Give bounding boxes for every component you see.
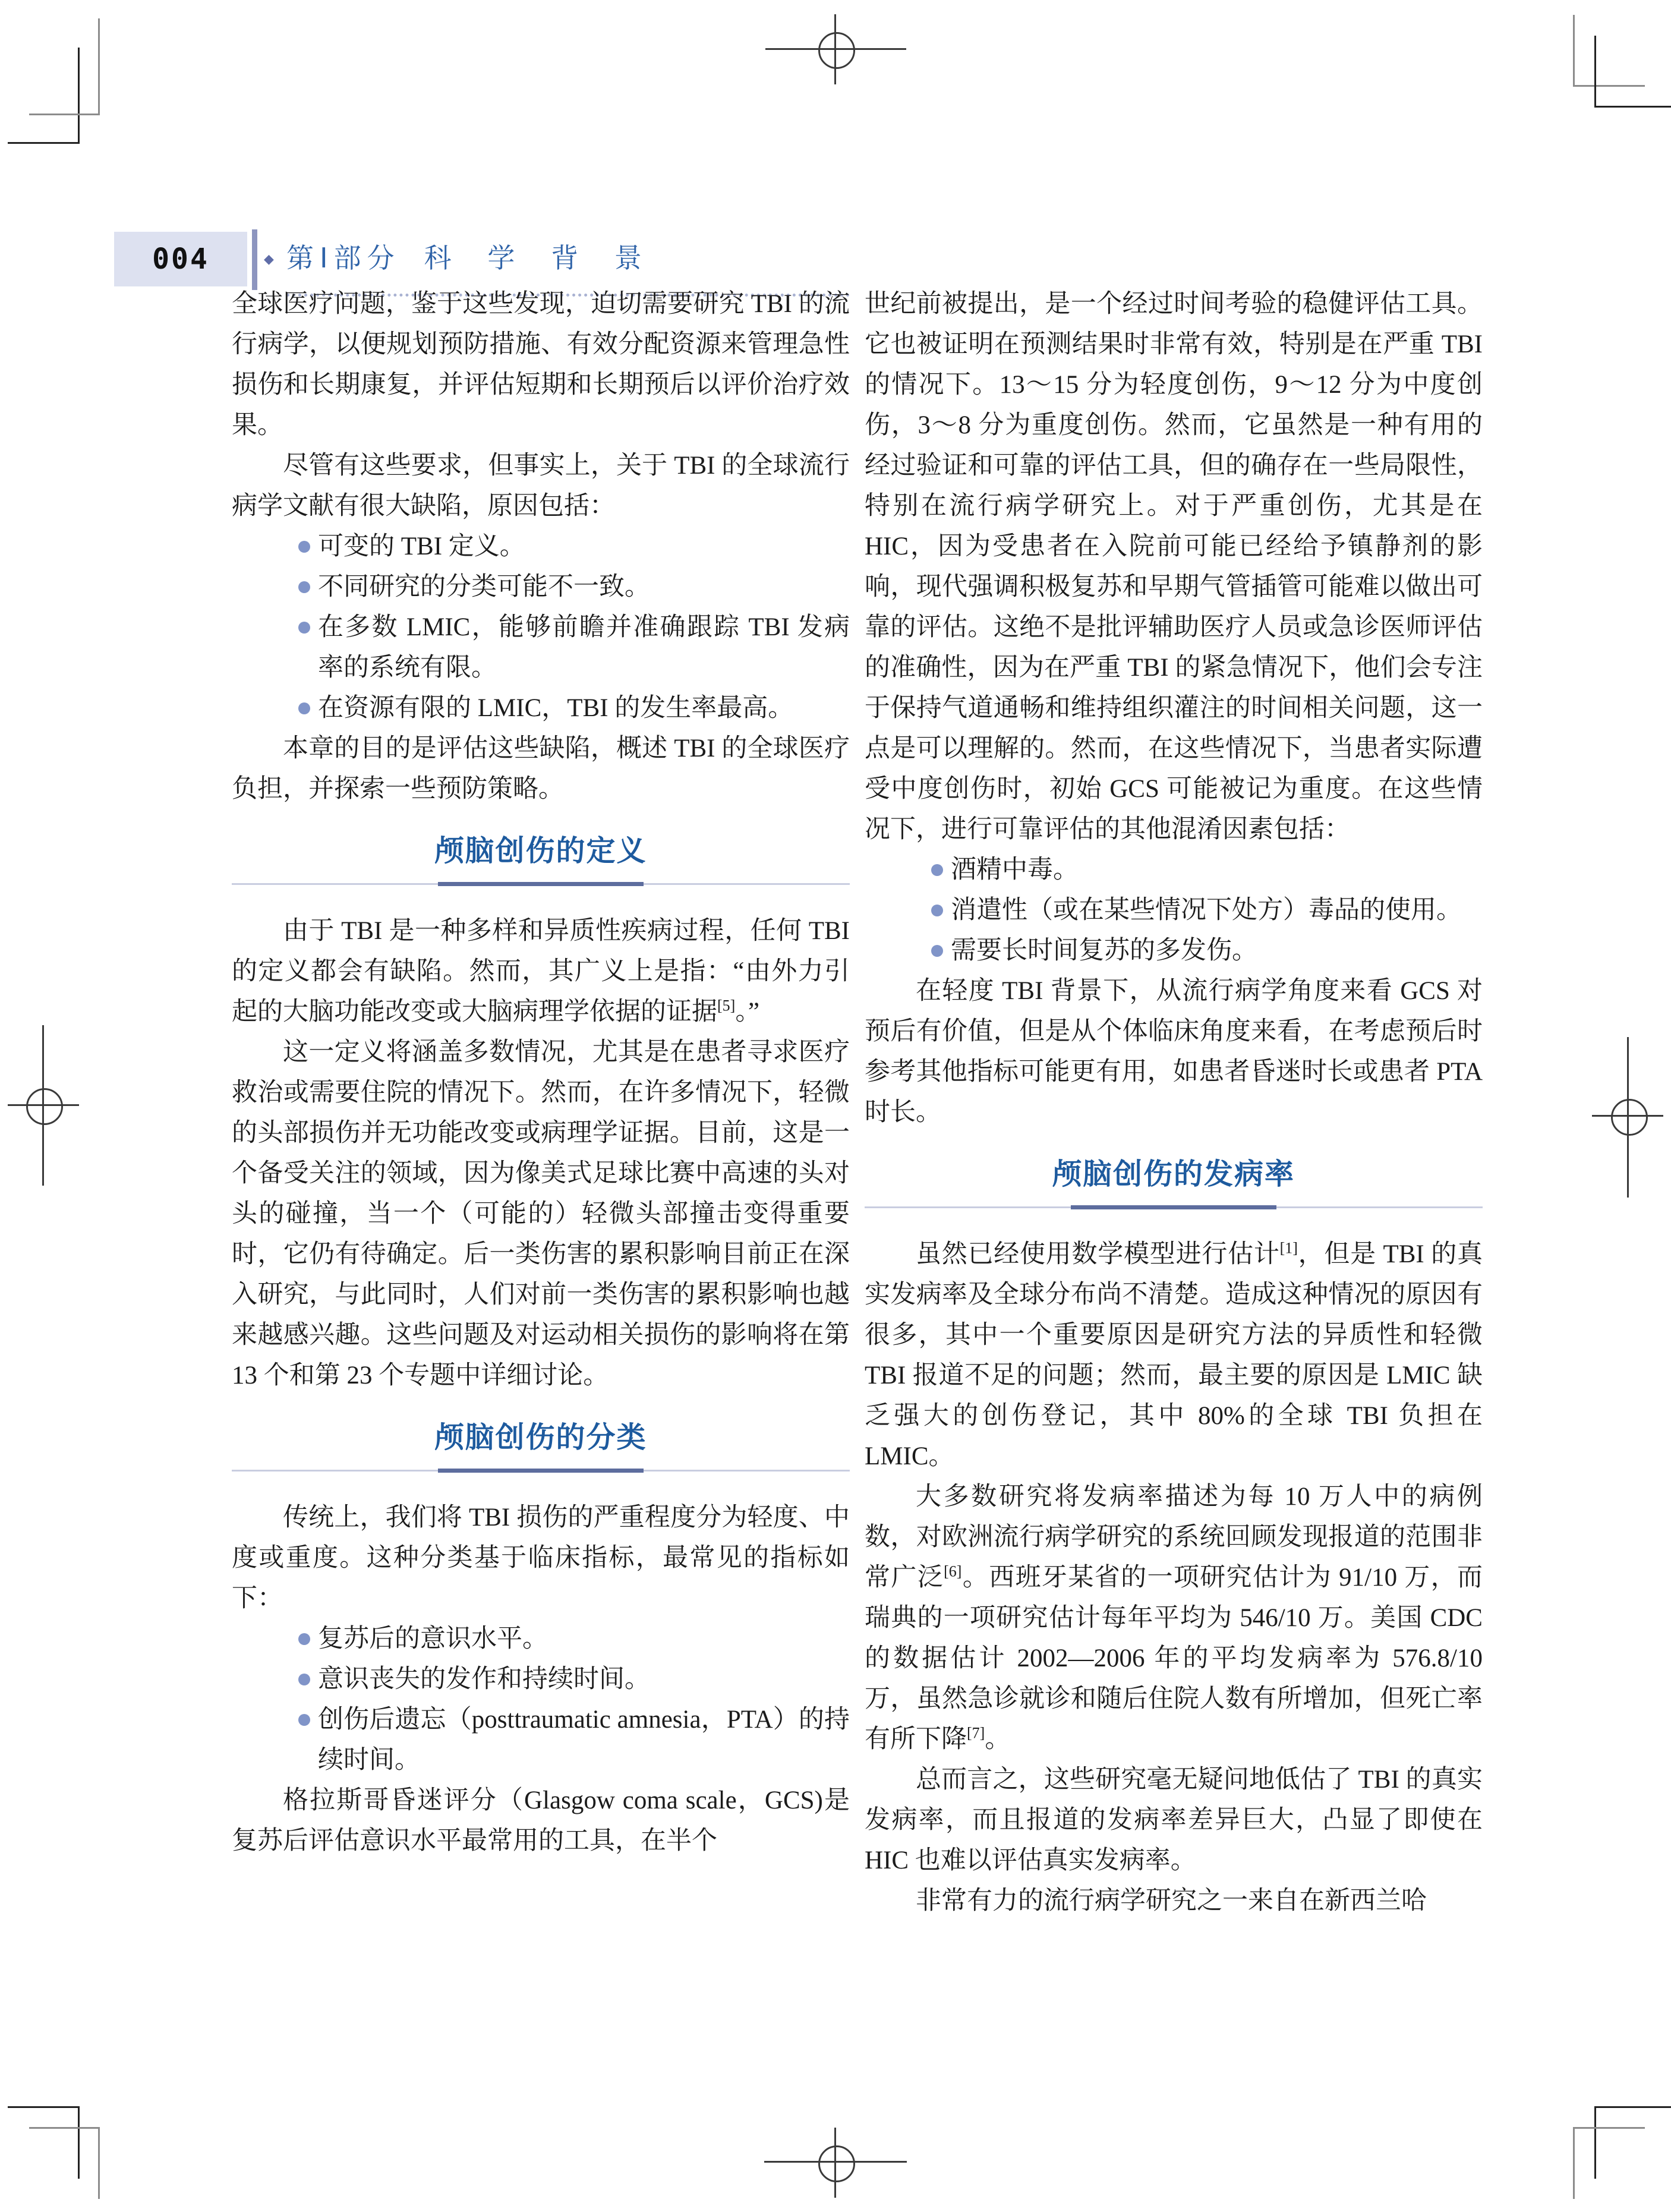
footnote-ref: [5] [717, 997, 736, 1014]
text-run: 可变的 TBI 定义。 [318, 532, 525, 560]
text-run: 消遣性（或在某些情况下处方）毒品的使用。 [951, 896, 1462, 924]
text-run: 在轻度 TBI 背景下，从流行病学角度来看 GCS 对预后有价值，但是从个体临床角度来看，在考虑预后时参考其他指标可能更有用，如患者昏迷时长或患者 PTA 时长。 [865, 977, 1483, 1126]
page-number: 004 [152, 242, 209, 276]
bullet-text [318, 573, 650, 601]
paragraph [865, 1760, 1483, 1881]
bullet-icon [298, 541, 310, 553]
rule-side-segment [644, 1470, 850, 1471]
text-run: 由于 TBI 是一种多样和异质性疾病过程，任何 TBI 的定义都会有缺陷。然而，其广义上是指：“由外力引起的大脑功能改变或大脑病理学依据的证据 [232, 917, 850, 1026]
rule-side-segment [865, 1206, 1071, 1208]
section-heading [232, 827, 850, 886]
paragraph [232, 1781, 850, 1861]
bullet-item [865, 850, 1483, 890]
bullet-item [232, 1619, 850, 1659]
bullet-icon [298, 1674, 310, 1685]
rule-center-segment [1071, 1205, 1276, 1209]
section-title: 颅脑创伤的定义 [434, 834, 647, 867]
footnote-ref: [1] [1279, 1239, 1298, 1257]
rule-center-segment [438, 1469, 644, 1473]
rule-center-segment [438, 882, 644, 886]
text-run: 在资源有限的 LMIC，TBI 的发生率最高。 [318, 694, 794, 722]
rule-side-segment [1276, 1206, 1483, 1208]
text-run: ，但是 TBI 的真实发病率及全球分布尚不清楚。造成这种情况的原因有很多，其中一个重要原因是研究方法的异质性和轻微 TBI 报道不足的问题；然而，最主要的原因是 LMIC 缺乏强大的创伤登记，其中 80%的全球 TBI 负担在 LMIC。 [865, 1240, 1483, 1470]
text-run: 传统上，我们将 TBI 损伤的严重程度分为轻度、中度或重度。这种分类基于临床指标，最常见的指标如下： [232, 1504, 850, 1612]
section-title: 颅脑创伤的发病率 [1052, 1158, 1295, 1190]
bullet-text [318, 1625, 548, 1653]
paragraph [865, 1881, 1483, 1921]
text-run: 总而言之，这些研究毫无疑问地低估了 TBI 的真实发病率，而且报道的发病率差异巨大，凸显了即使在 HIC 也难以评估真实发病率。 [865, 1766, 1483, 1874]
text-run: 创伤后遗忘（posttraumatic amnesia，PTA）的持续时间。 [318, 1706, 850, 1774]
paragraph [232, 729, 850, 809]
bullet-item [232, 688, 850, 729]
bullet-text [318, 613, 850, 682]
right-column [865, 284, 1483, 1921]
registration-mark-bottom-center-circle [818, 2145, 855, 2182]
paragraph [865, 1234, 1483, 1477]
crop-mark-top-right-inner [1594, 36, 1671, 108]
part-label: 第Ⅰ部分 [286, 242, 401, 273]
paragraph [865, 284, 1483, 850]
text-run: 格拉斯哥昏迷评分（Glasgow coma scale，GCS)是复苏后评估意识水平最常用的工具，在半个 [232, 1786, 850, 1855]
bullet-icon [931, 864, 943, 876]
bullet-icon [298, 581, 310, 593]
section-title: 颅脑创伤的分类 [434, 1421, 647, 1454]
bullet-text [318, 1665, 650, 1693]
bullet-item [232, 607, 850, 688]
bullet-item [865, 931, 1483, 971]
text-run: 不同研究的分类可能不一致。 [318, 573, 650, 601]
bullet-item [232, 527, 850, 567]
bullet-icon [298, 1633, 310, 1645]
text-run: 非常有力的流行病学研究之一来自在新西兰哈 [916, 1887, 1427, 1915]
text-run: 。西班牙某省的一项研究估计为 91/10 万，而瑞典的一项研究估计每年平均为 546/10 万。美国 CDC 的数据估计 2002—2006 年的平均发病率为 576.8/10 万，虽然急诊就诊和随后住院人数有所增加，但死亡率有所下降 [865, 1564, 1483, 1753]
text-run: 这一定义将涵盖多数情况，尤其是在患者寻求医疗救治或需要住院的情况下。然而，在许多情况下，轻微的头部损伤并无功能改变或病理学证据。目前，这是一个备受关注的领域，因为像美式足球比赛中高速的头对头的碰撞，当一个（可能的）轻微头部撞击变得重要时，它仍有待确定。后一类伤害的累积影响目前正在深入研究，与此同时，人们对前一类伤害的累积影响也越来越感兴趣。这些问题及对运动相关损伤的影响将在第 13 个和第 23 个专题中详细讨论。 [232, 1038, 850, 1389]
text-run: 虽然已经使用数学模型进行估计 [916, 1240, 1280, 1268]
crop-mark-bottom-left-outer [29, 2127, 100, 2199]
left-column [232, 284, 850, 1861]
text-run: 需要长时间复苏的多发伤。 [951, 937, 1257, 965]
bullet-text [318, 694, 793, 722]
bullet-icon [931, 945, 943, 957]
bullet-icon [298, 622, 310, 634]
crop-mark-bottom-right-outer [1573, 2127, 1645, 2199]
text-run: 大多数研究将发病率描述为每 10 万人中的病例数，对欧洲流行病学研究的系统回顾发现报道的范围非常广泛 [865, 1483, 1483, 1592]
bullet-list [232, 527, 850, 729]
section-heading [232, 1414, 850, 1473]
text-run: 本章的目的是评估这些缺陷，概述 TBI 的全球医疗负担，并探索一些预防策略。 [232, 735, 850, 803]
rule-side-segment [232, 1470, 438, 1471]
bullet-list [865, 850, 1483, 971]
bullet-icon [298, 702, 310, 714]
paragraph [232, 1498, 850, 1619]
running-header [286, 237, 656, 276]
text-run: 全球医疗问题，鉴于这些发现，迫切需要研究 TBI 的流行病学，以便规划预防措施、有效分配资源来管理急性损伤和长期康复，并评估短期和长期预后以评价治疗效果。 [232, 290, 850, 439]
section-rule [865, 1205, 1483, 1209]
text-run: 意识丧失的发作和持续时间。 [318, 1665, 650, 1693]
diamond-icon: ◆ [264, 252, 274, 267]
rule-side-segment [232, 883, 438, 885]
bullet-text [951, 856, 1079, 884]
bullet-text [318, 1706, 850, 1774]
bullet-item [232, 567, 850, 607]
text-run: 尽管有这些要求，但事实上，关于 TBI 的全球流行病学文献有很大缺陷，原因包括： [232, 452, 850, 520]
bullet-text [951, 896, 1462, 924]
text-run: 酒精中毒。 [951, 856, 1079, 884]
page-number-box [114, 232, 247, 286]
registration-mark-left-middle-circle [26, 1088, 63, 1125]
text-run: 世纪前被提出，是一个经过时间考验的稳健评估工具。它也被证明在预测结果时非常有效，特别是在严重 TBI 的情况下。13～15 分为轻度创伤，9～12 分为中度创伤，3～8 分为重度创伤。然而，它虽然是一种有用的经过验证和可靠的评估工具，但的确存在一些局限性，特别在流行病学研究上。对于严重创伤，尤其是在 HIC，因为受患者在入院前可能已经给予镇静剂的影响，现代强调积极复苏和早期气管插管可能难以做出可靠的评估。这绝不是批评辅助医疗人员或急诊医师评估的准确性，因为在严重 TBI 的紧急情况下，他们会专注于保持气道通畅和维持组织灌注的时间相关问题，这一点是可以理解的。然而，在这些情况下，当患者实际遭受中度创伤时，初始 GCS 可能被记为重度。在这些情况下，进行可靠评估的其他混淆因素包括： [865, 290, 1483, 843]
paragraph [232, 284, 850, 446]
registration-mark-top-center-circle [818, 32, 855, 69]
footnote-ref: [7] [967, 1724, 985, 1742]
paragraph [232, 1032, 850, 1396]
bullet-item [865, 890, 1483, 931]
paragraph [865, 971, 1483, 1133]
text-run: 。” [735, 998, 759, 1026]
text-run: 复苏后的意识水平。 [318, 1625, 548, 1653]
bullet-item [232, 1659, 850, 1700]
footnote-ref: [6] [944, 1562, 962, 1580]
bullet-list [232, 1619, 850, 1781]
section-rule [232, 882, 850, 886]
paragraph [865, 1477, 1483, 1760]
paragraph [232, 911, 850, 1032]
bullet-icon [298, 1714, 310, 1726]
section-heading [865, 1151, 1483, 1209]
part-title: 科 学 背 景 [424, 242, 656, 273]
text-run: 在多数 LMIC，能够前瞻并准确跟踪 TBI 发病率的系统有限。 [318, 613, 850, 682]
paragraph [232, 446, 850, 527]
bullet-text [951, 937, 1257, 965]
registration-mark-right-middle-circle [1611, 1099, 1648, 1136]
section-rule [232, 1469, 850, 1473]
bullet-item [232, 1700, 850, 1781]
text-run: 。 [985, 1725, 1011, 1753]
header-divider-bar [252, 229, 257, 290]
rule-side-segment [644, 883, 850, 885]
bullet-icon [931, 905, 943, 916]
bullet-text [318, 532, 525, 560]
crop-mark-top-left-outer [29, 18, 100, 115]
